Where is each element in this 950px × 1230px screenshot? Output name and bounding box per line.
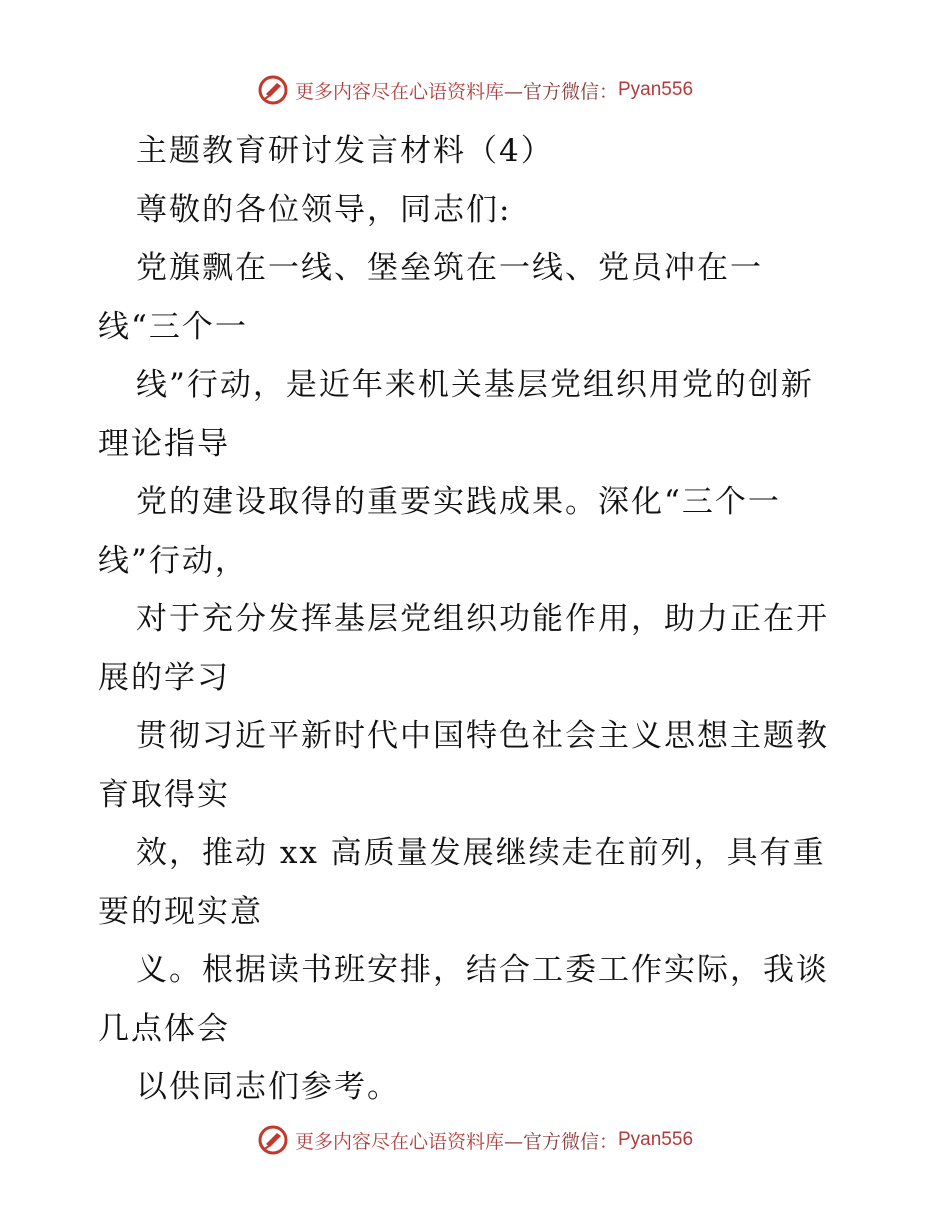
text-line: 育取得实 xyxy=(98,776,230,813)
logo-icon xyxy=(257,1124,289,1156)
header-watermark xyxy=(0,70,950,110)
watermark-title: 更多内容尽在心语资料库 xyxy=(294,1130,504,1153)
text-line: 要的现实意 xyxy=(98,893,263,930)
text-line: 主题教育研讨发言材料（4） xyxy=(136,133,554,169)
text-line: 以供同志们参考。 xyxy=(136,1069,400,1105)
text-line: 党旗飘在一线、堡垒筑在一线、党员冲在一 xyxy=(136,250,763,286)
text-line: 理论指导 xyxy=(98,425,230,462)
footer-watermark xyxy=(0,1120,950,1160)
text-line: 效，推动 xx 高质量发展继续走在前列，具有重 xyxy=(136,835,826,871)
text-line: 线”行动，是近年来机关基层党组织用党的创新 xyxy=(136,367,814,403)
text-line: 几点体会 xyxy=(98,1010,230,1047)
document-body xyxy=(98,122,858,1117)
watermark-wechat-id: Pyan556 xyxy=(618,79,694,100)
text-line: 党的建设取得的重要实践成果。深化“三个一 xyxy=(136,484,781,520)
text-line: 线“三个一 xyxy=(98,308,248,345)
watermark-title: 更多内容尽在心语资料库 xyxy=(294,80,504,103)
text-line: 展的学习 xyxy=(98,659,230,696)
text-line: 线”行动， xyxy=(98,542,248,579)
logo-icon xyxy=(257,74,289,106)
watermark-wechat-id: Pyan556 xyxy=(618,1129,694,1150)
text-line: 义。根据读书班安排，结合工委工作实际，我谈 xyxy=(136,952,829,988)
text-line: 对于充分发挥基层党组织功能作用，助力正在开 xyxy=(136,601,829,637)
watermark-wechat-label: —官方微信： xyxy=(503,1130,618,1153)
text-line: 贯彻习近平新时代中国特色社会主义思想主题教 xyxy=(136,718,829,754)
watermark-wechat-label: —官方微信： xyxy=(503,80,618,103)
text-line: 尊敬的各位领导，同志们: xyxy=(136,191,512,228)
